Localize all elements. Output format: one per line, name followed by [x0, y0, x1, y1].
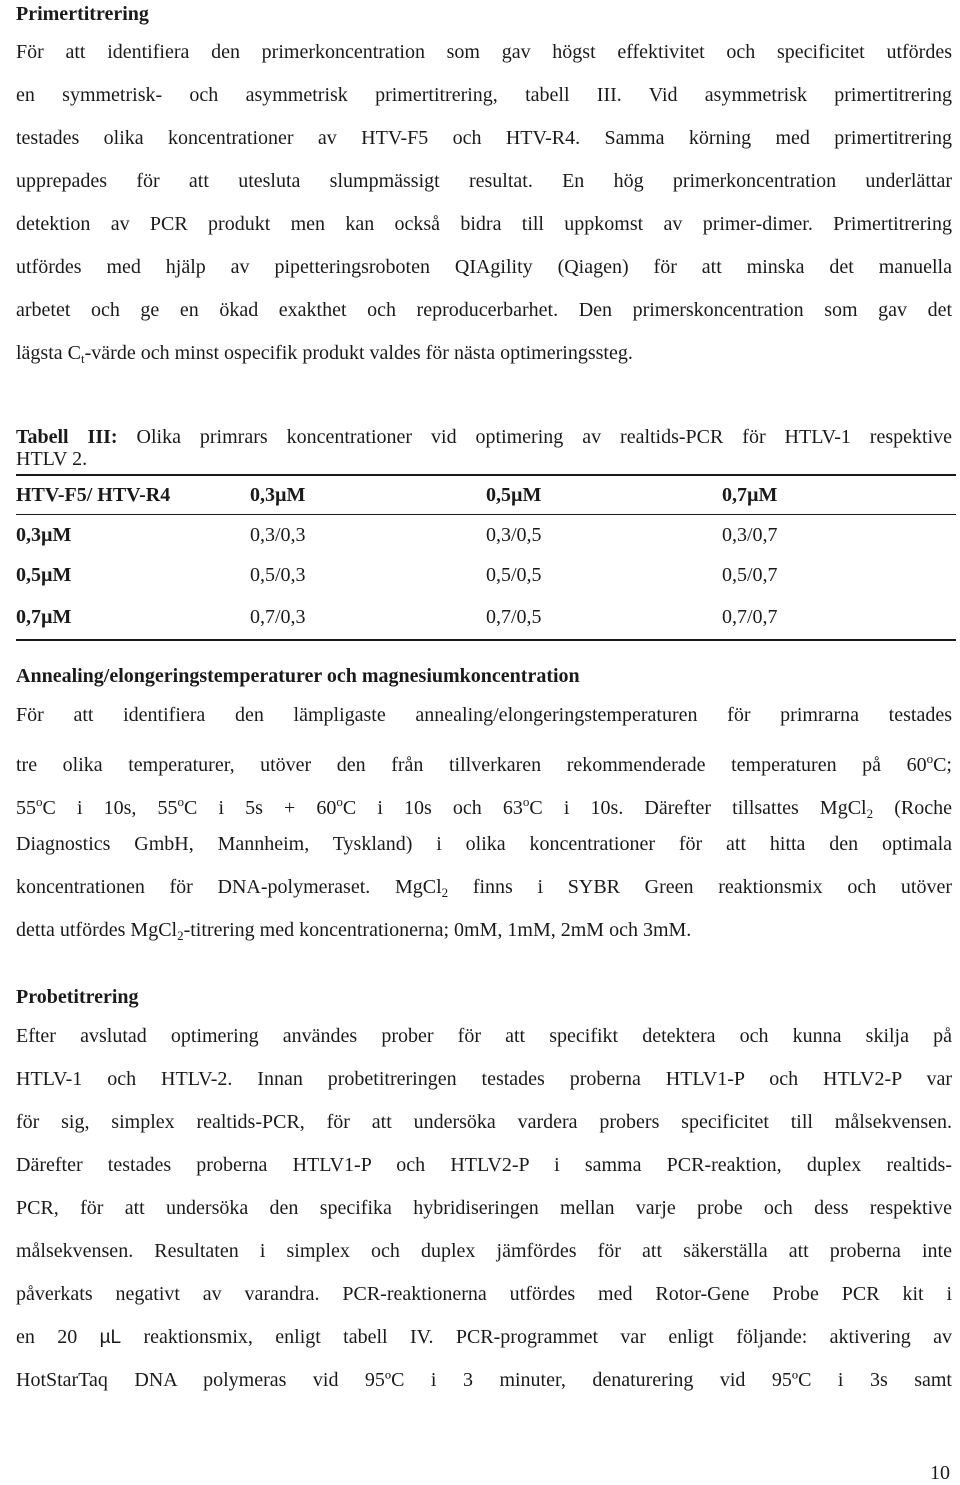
text-run: reaktionsmix, enligt tabell IV. PCR-programmet var enligt följande: aktivering av [121, 1326, 952, 1348]
text-line [16, 909, 952, 952]
text-line: Därefter testades proberna HTLV1-P och HTLV2-P i samma PCR-reaktion, duplex realtids- [16, 1154, 952, 1176]
text-line: För att identifiera den lämpligaste annealing/elongeringstemperaturen för primrarna testades [16, 704, 952, 726]
text-run: (Roche [873, 797, 952, 819]
text-run: tre olika temperaturer, utöver den från tillverkaren rekommenderade temperaturen på 60 [16, 754, 927, 776]
text-run: 55 [16, 797, 36, 819]
degree-superscript: o [926, 751, 934, 766]
table-row [16, 555, 956, 595]
text-run: detta utfördes MgCl [16, 919, 178, 941]
caption-text: Olika primrars koncentrationer vid optimering av realtids-PCR för HTLV-1 respektive [117, 426, 952, 448]
table-cell: 0,7/0,7 [722, 595, 956, 640]
page-number: 10 [930, 1462, 950, 1484]
text-line: testades olika koncentrationer av HTV-F5 och HTV-R4. Samma körning med primertitrering [16, 127, 952, 149]
text-run: finns i SYBR Green reaktionsmix och utöver [448, 876, 952, 898]
text-run: en 20 [16, 1326, 100, 1348]
paragraph-primertitrering [16, 31, 952, 375]
text-run: C i 10s. Därefter tillsattes MgCl [529, 797, 867, 819]
text-line: upprepades för att utesluta slumpmässigt resultat. En hög primerkoncentration underlättar [16, 170, 952, 192]
text-line: För att identifiera den primerkoncentration som gav högst effektivitet och specificitet utfördes [16, 41, 952, 63]
text-line: målsekvensen. Resultaten i simplex och duplex jämfördes för att säkerställa att proberna inte [16, 1240, 952, 1262]
degree-superscript: o [177, 794, 185, 809]
table-row-header: 0,7µM [16, 595, 250, 640]
text-line [16, 1316, 952, 1359]
text-run: koncentrationen för DNA-polymeraset. MgCl [16, 876, 442, 898]
table-cell: 0,5/0,5 [486, 563, 542, 586]
table-header-cell: 0,3µM [250, 475, 486, 515]
table-header-cell: HTV-F5/ HTV-R4 [16, 475, 250, 515]
caption-line: HTLV 2. [16, 448, 88, 470]
table-cell: 0,5/0,3 [250, 563, 306, 586]
caption-label: Tabell III: [16, 426, 118, 448]
text-run: C i 10s och 63 [342, 797, 523, 819]
degree-superscript: o [336, 794, 343, 809]
microliter-unit: µL [99, 1327, 122, 1348]
degree-superscript: o [522, 794, 530, 809]
paragraph-probetitrering [16, 1015, 952, 1402]
text-line [16, 332, 952, 375]
paragraph-annealing [16, 694, 952, 952]
text-run: -titrering med koncentrationerna; 0mM, 1mM, 2mM och 3mM. [183, 919, 692, 941]
section-heading-probetitrering: Probetitrering [16, 986, 139, 1008]
text-line: Diagnostics GmbH, Mannheim, Tyskland) i olika koncentrationer för att hitta den optimala [16, 833, 952, 855]
section-heading-annealing: Annealing/elongeringstemperaturer och magnesiumkoncentration [16, 665, 580, 687]
text-line: PCR, för att undersöka den specifika hybridiseringen mellan varje probe och dess respektive [16, 1197, 952, 1219]
table-header-cell: 0,7µM [722, 475, 956, 515]
table-cell: 0,7/0,3 [250, 595, 486, 640]
text-line: detektion av PCR produkt men kan också bidra till uppkomst av primer-dimer. Primertitrering [16, 213, 952, 235]
table-cell: 0,5/0,7 [722, 563, 778, 586]
text-run: C; [933, 754, 952, 776]
table-cell: 0,7/0,5 [486, 595, 722, 640]
text-run: lägsta C [16, 342, 81, 364]
text-run: C i 10s, 55 [42, 797, 178, 819]
table-cell: 0,3/0,7 [722, 523, 778, 546]
text-line [16, 737, 952, 780]
primer-concentration-table [16, 474, 956, 641]
table-cell: 0,3/0,3 [250, 523, 306, 546]
text-line: påverkats negativt av varandra. PCR-reaktionerna utfördes med Rotor-Gene Probe PCR kit i [16, 1283, 952, 1305]
text-line: en symmetrisk- och asymmetrisk primertitrering, tabell III. Vid asymmetrisk primertitrering [16, 84, 952, 106]
text-line: arbetet och ge en ökad exakthet och reproducerbarhet. Den primerskoncentration som gav det [16, 299, 952, 321]
text-line [16, 866, 952, 909]
text-line: HTLV-1 och HTLV-2. Innan probetitreringen testades proberna HTLV1-P och HTLV2-P var [16, 1068, 952, 1090]
table-cell: 0,3/0,5 [486, 523, 542, 546]
text-line [16, 780, 952, 823]
table-row [16, 515, 956, 556]
table-caption [16, 426, 952, 470]
table-row-header: 0,5µM [16, 563, 72, 586]
section-heading-primertitrering: Primertitrering [16, 3, 149, 25]
text-run: C i 5s + 60 [184, 797, 337, 819]
subscript: t [81, 351, 85, 366]
table-header-row [16, 475, 956, 515]
subscript: 2 [866, 806, 874, 821]
text-line: HotStarTaq DNA polymeras vid 95ºC i 3 minuter, denaturering vid 95ºC i 3s samt [16, 1369, 952, 1391]
caption-line [16, 426, 952, 448]
subscript: 2 [177, 928, 184, 943]
text-line: för sig, simplex realtids-PCR, för att undersöka vardera probers specificitet till målsekvensen. [16, 1111, 952, 1133]
text-line: Efter avslutad optimering användes prober för att specifikt detektera och kunna skilja på [16, 1025, 952, 1047]
table-row-header: 0,3µM [16, 523, 72, 546]
text-line: utfördes med hjälp av pipetteringsroboten QIAgility (Qiagen) för att minska det manuella [16, 256, 952, 278]
subscript: 2 [441, 885, 449, 900]
degree-superscript: o [36, 794, 43, 809]
table-row [16, 595, 956, 640]
table-header-cell: 0,5µM [486, 475, 722, 515]
text-run: -värde och minst ospecifik produkt valdes för nästa optimeringssteg. [84, 342, 633, 364]
